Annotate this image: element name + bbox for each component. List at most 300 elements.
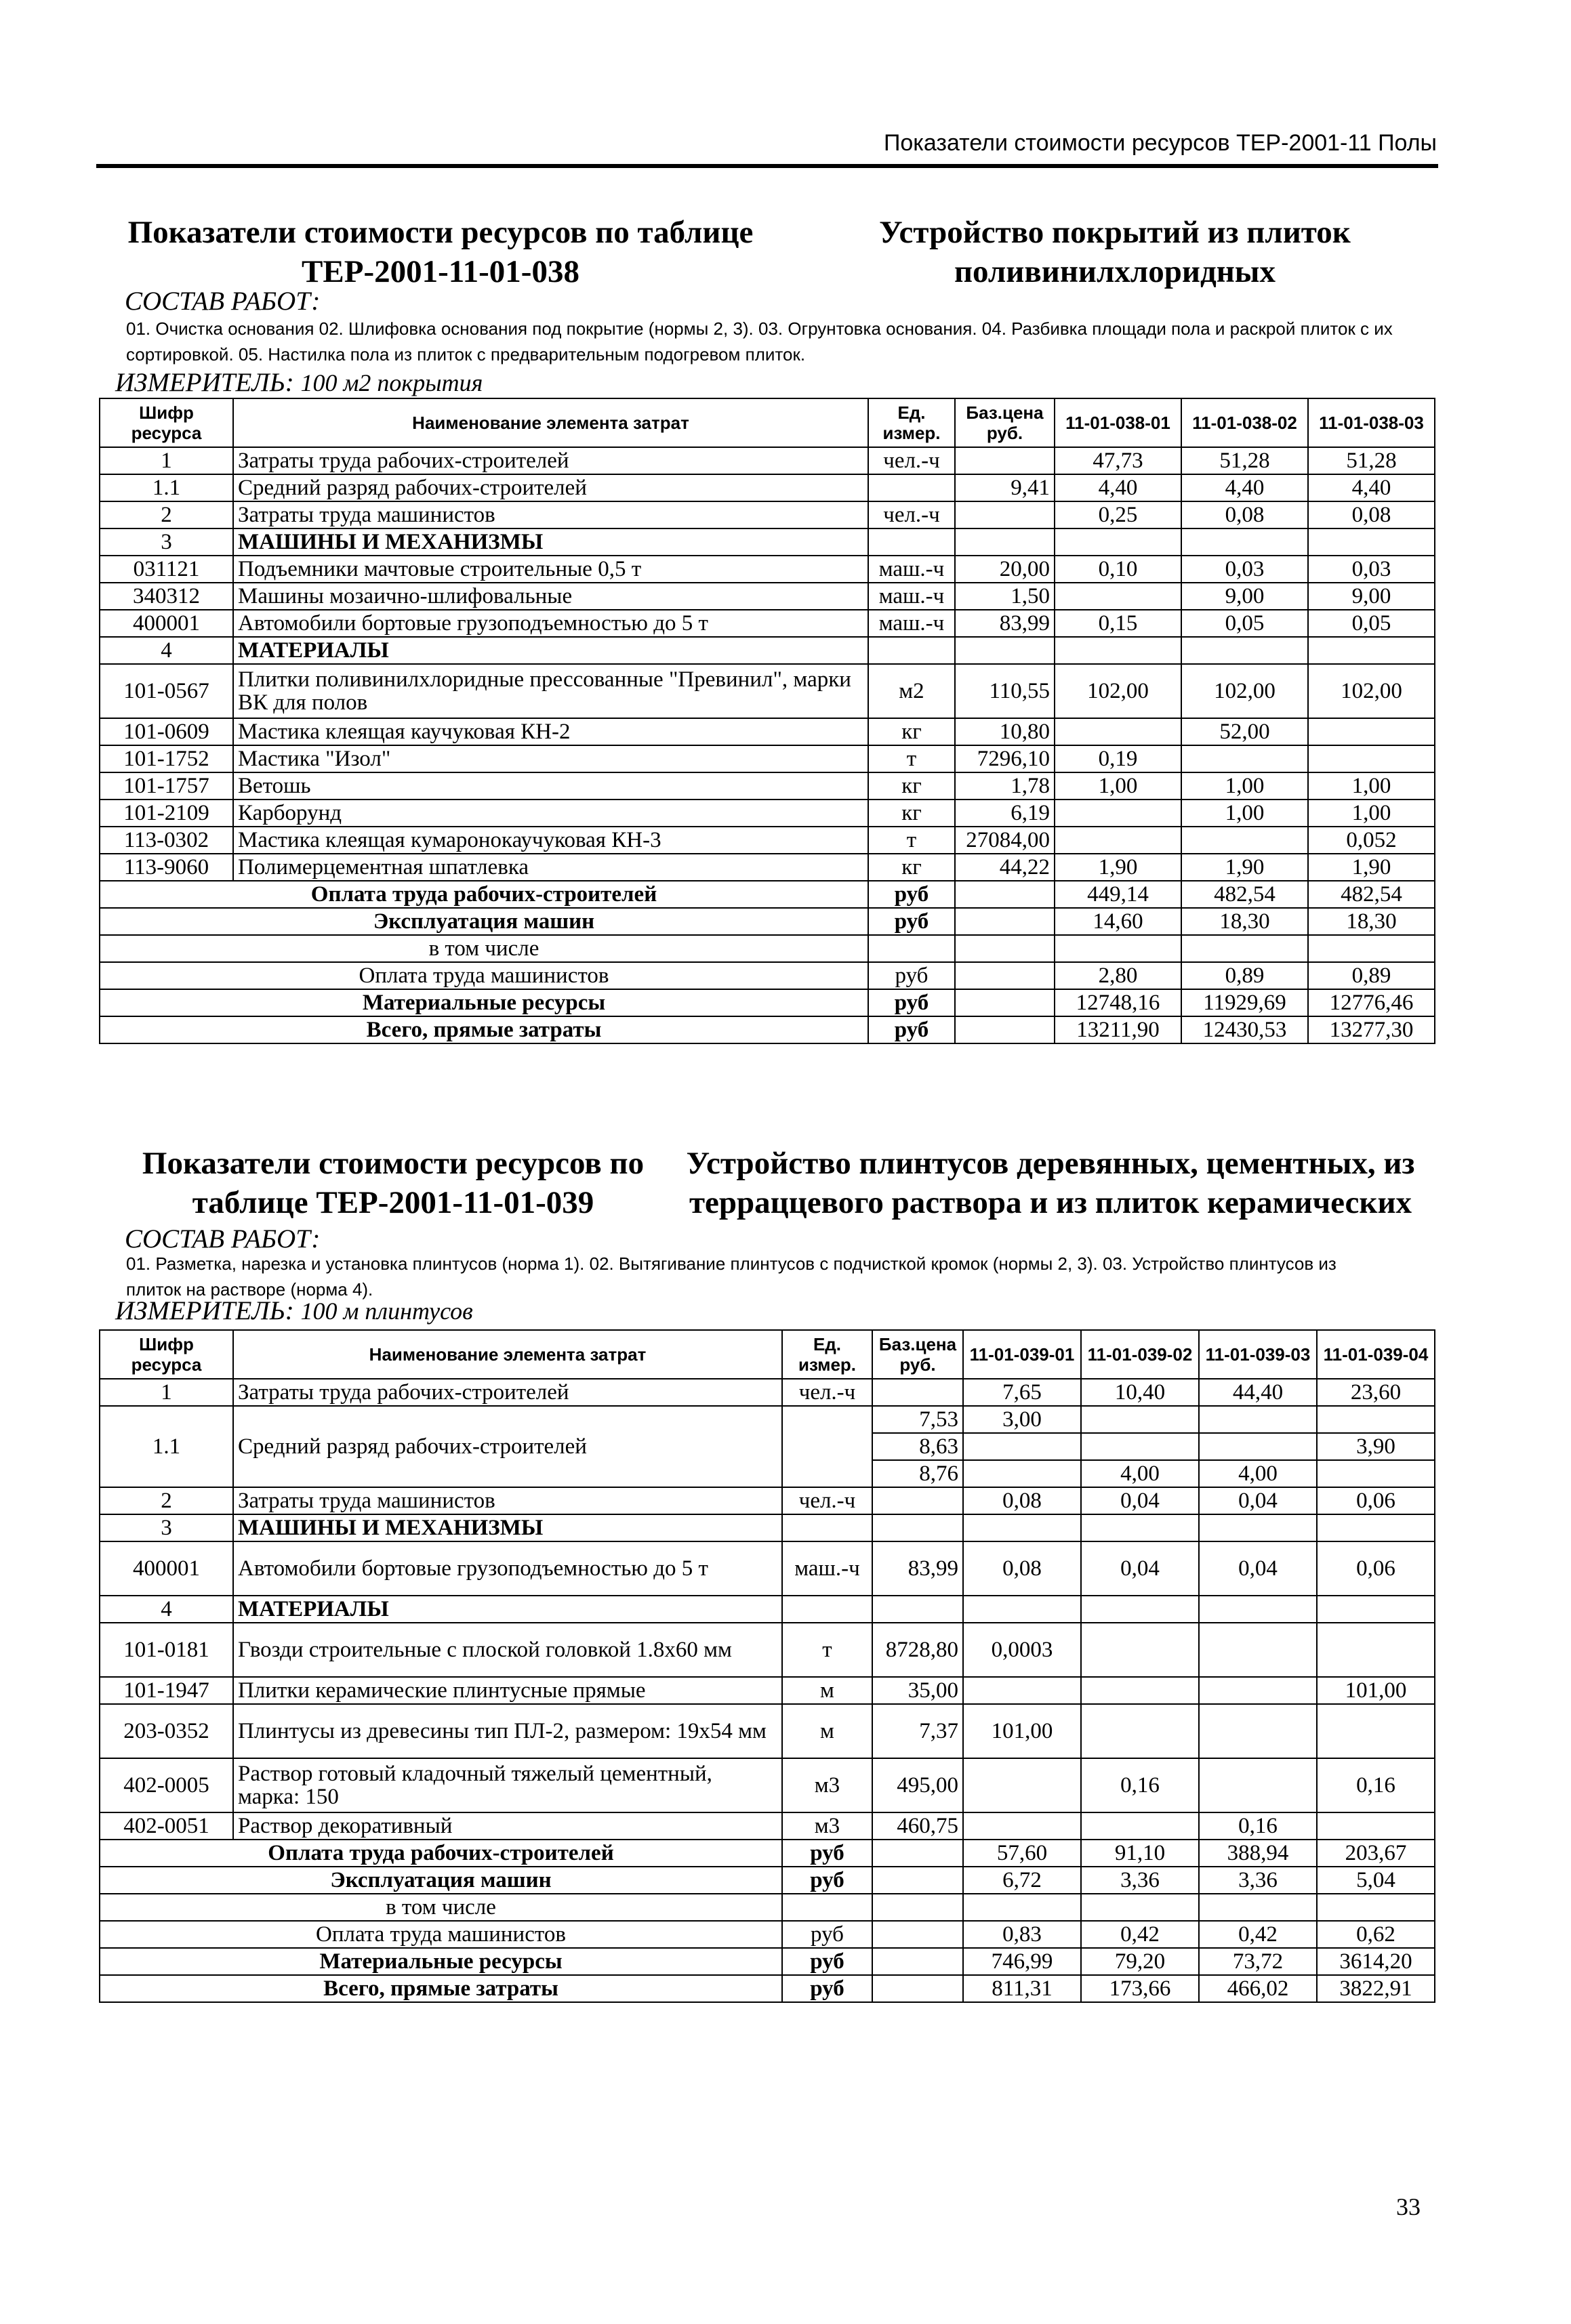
table-cell: Оплата труда рабочих-строителей bbox=[100, 1840, 782, 1867]
table-cell bbox=[872, 1379, 963, 1406]
table-cell: 13211,90 bbox=[1055, 1016, 1181, 1043]
table-cell: 3,36 bbox=[1081, 1867, 1199, 1894]
table-row bbox=[100, 556, 1435, 583]
section1-title-left: Показатели стоимости ресурсов по таблице ТЕР-2001-11-01-038 bbox=[127, 215, 754, 289]
table-cell: 1 bbox=[100, 1379, 233, 1406]
table-row bbox=[100, 664, 1435, 718]
table-cell bbox=[955, 935, 1055, 962]
table-row bbox=[100, 528, 1435, 556]
table-cell: Машины мозаично-шлифовальные bbox=[233, 583, 868, 610]
table-cell: 1,78 bbox=[955, 772, 1055, 800]
table-row bbox=[100, 854, 1435, 881]
table-cell: 102,00 bbox=[1181, 664, 1308, 718]
table-cell: м bbox=[782, 1704, 872, 1758]
table-cell: 13277,30 bbox=[1308, 1016, 1435, 1043]
table-cell bbox=[963, 1514, 1081, 1541]
table-row bbox=[100, 1704, 1435, 1758]
col-price: Баз.цена руб. bbox=[955, 398, 1055, 447]
section2-work-label: СОСТАВ РАБОТ: bbox=[125, 1224, 321, 1253]
table-cell bbox=[782, 1514, 872, 1541]
table-cell: 0,08 bbox=[1308, 501, 1435, 528]
table-cell: руб bbox=[868, 1016, 955, 1043]
table-cell: 3822,91 bbox=[1317, 1975, 1435, 2002]
table-cell: Средний разряд рабочих-строителей bbox=[233, 1406, 782, 1487]
table-cell: 3 bbox=[100, 528, 233, 556]
table-cell: 746,99 bbox=[963, 1948, 1081, 1975]
table-cell: 0,08 bbox=[963, 1487, 1081, 1514]
table-cell: 0,08 bbox=[963, 1541, 1081, 1596]
table-cell bbox=[955, 528, 1055, 556]
table-cell: 5,04 bbox=[1317, 1867, 1435, 1894]
table-row bbox=[100, 610, 1435, 637]
table-cell bbox=[868, 637, 955, 664]
table-cell: Средний разряд рабочих-строителей bbox=[233, 474, 868, 501]
measure-value: 100 м2 покрытия bbox=[300, 369, 483, 396]
table-cell bbox=[1081, 1677, 1199, 1704]
table-cell: 0,16 bbox=[1199, 1812, 1317, 1840]
table-cell: Затраты труда машинистов bbox=[233, 1487, 782, 1514]
table-cell bbox=[1081, 1812, 1199, 1840]
table-cell bbox=[1199, 1758, 1317, 1812]
table-cell bbox=[1308, 935, 1435, 962]
table-cell bbox=[1199, 1894, 1317, 1921]
table-cell bbox=[1055, 583, 1181, 610]
table-cell: руб bbox=[868, 881, 955, 908]
table-cell: чел.-ч bbox=[868, 501, 955, 528]
table-cell: 0,04 bbox=[1081, 1487, 1199, 1514]
table-cell: Раствор готовый кладочный тяжелый цементный, марка: 150 bbox=[233, 1758, 782, 1812]
table-row bbox=[100, 827, 1435, 854]
table-cell: 83,99 bbox=[955, 610, 1055, 637]
table-cell: 110,55 bbox=[955, 664, 1055, 718]
table-cell: 101-1757 bbox=[100, 772, 233, 800]
table-cell: руб bbox=[868, 908, 955, 935]
table-row bbox=[100, 474, 1435, 501]
table-cell: 4,00 bbox=[1199, 1460, 1317, 1487]
table-cell: 0,06 bbox=[1317, 1487, 1435, 1514]
table-cell bbox=[1181, 637, 1308, 664]
table-cell: Мастика клеящая каучуковая КН-2 bbox=[233, 718, 868, 745]
table-cell: маш.-ч bbox=[868, 583, 955, 610]
table-cell bbox=[1055, 637, 1181, 664]
table-cell: 402-0051 bbox=[100, 1812, 233, 1840]
table-cell bbox=[872, 1487, 963, 1514]
table-cell bbox=[1308, 528, 1435, 556]
table-cell: 51,28 bbox=[1308, 447, 1435, 474]
table-cell: маш.-ч bbox=[868, 556, 955, 583]
table-cell bbox=[963, 1894, 1081, 1921]
table-cell: 3 bbox=[100, 1514, 233, 1541]
table-cell: МАШИНЫ И МЕХАНИЗМЫ bbox=[233, 528, 868, 556]
table-cell bbox=[1199, 1406, 1317, 1433]
col-unit: Ед. измер. bbox=[782, 1330, 872, 1379]
table-cell: 1.1 bbox=[100, 1406, 233, 1487]
measure-value: 100 м плинтусов bbox=[300, 1298, 473, 1325]
table-row bbox=[100, 745, 1435, 772]
table-cell: кг bbox=[868, 854, 955, 881]
table-cell: 031121 bbox=[100, 556, 233, 583]
table-cell bbox=[955, 881, 1055, 908]
table-cell: м3 bbox=[782, 1758, 872, 1812]
table-cell: 7,53 bbox=[872, 1406, 963, 1433]
table-row bbox=[100, 1541, 1435, 1596]
table-cell: 101-0181 bbox=[100, 1623, 233, 1677]
table-cell: 0,04 bbox=[1199, 1487, 1317, 1514]
table-cell bbox=[872, 1921, 963, 1948]
table-cell: Эксплуатация машин bbox=[100, 1867, 782, 1894]
table-cell: 102,00 bbox=[1308, 664, 1435, 718]
col-price: Баз.цена руб. bbox=[872, 1330, 963, 1379]
table-row bbox=[100, 1894, 1435, 1921]
table-cell: Материальные ресурсы bbox=[100, 1948, 782, 1975]
col-norm: 11-01-039-03 bbox=[1199, 1330, 1317, 1379]
table-cell: Затраты труда машинистов bbox=[233, 501, 868, 528]
table-cell: 4,40 bbox=[1181, 474, 1308, 501]
table-row bbox=[100, 1812, 1435, 1840]
table-cell bbox=[1317, 1894, 1435, 1921]
table-cell: 1,00 bbox=[1181, 772, 1308, 800]
table-cell bbox=[963, 1460, 1081, 1487]
table-cell: МАТЕРИАЛЫ bbox=[233, 637, 868, 664]
table-cell: 7,37 bbox=[872, 1704, 963, 1758]
table-cell: 400001 bbox=[100, 1541, 233, 1596]
table-cell: 18,30 bbox=[1308, 908, 1435, 935]
col-norm: 11-01-039-04 bbox=[1317, 1330, 1435, 1379]
table-cell bbox=[1081, 1514, 1199, 1541]
table-row bbox=[100, 637, 1435, 664]
table-cell: чел.-ч bbox=[868, 447, 955, 474]
measure-label: ИЗМЕРИТЕЛЬ: bbox=[115, 368, 294, 397]
table-cell: МАШИНЫ И МЕХАНИЗМЫ bbox=[233, 1514, 782, 1541]
table-cell: кг bbox=[868, 718, 955, 745]
table-cell: 1 bbox=[100, 447, 233, 474]
table-cell: 1,90 bbox=[1181, 854, 1308, 881]
table-cell: 101-1947 bbox=[100, 1677, 233, 1704]
table-cell: 101-2109 bbox=[100, 800, 233, 827]
table-cell: 2,80 bbox=[1055, 962, 1181, 989]
table-cell: 14,60 bbox=[1055, 908, 1181, 935]
table-cell: Мастика клеящая кумаронокаучуковая КН-3 bbox=[233, 827, 868, 854]
table-cell: 102,00 bbox=[1055, 664, 1181, 718]
table-cell: руб bbox=[868, 989, 955, 1016]
measure-label: ИЗМЕРИТЕЛЬ: bbox=[115, 1296, 294, 1325]
table-cell: 466,02 bbox=[1199, 1975, 1317, 2002]
table-cell: 101,00 bbox=[1317, 1677, 1435, 1704]
resource-table-039 bbox=[99, 1329, 1435, 2003]
col-norm: 11-01-038-01 bbox=[1055, 398, 1181, 447]
table-row bbox=[100, 1406, 1435, 1433]
col-norm: 11-01-039-02 bbox=[1081, 1330, 1199, 1379]
table-cell: Затраты труда рабочих-строителей bbox=[233, 1379, 782, 1406]
table-cell: Всего, прямые затраты bbox=[100, 1975, 782, 2002]
col-code: Шифр ресурса bbox=[100, 1330, 233, 1379]
table-header-row bbox=[100, 398, 1435, 447]
table-cell bbox=[955, 447, 1055, 474]
table-cell: 3,90 bbox=[1317, 1433, 1435, 1460]
table-row bbox=[100, 447, 1435, 474]
table-cell bbox=[1181, 745, 1308, 772]
table-cell: Плитки керамические плинтусные прямые bbox=[233, 1677, 782, 1704]
table-cell: кг bbox=[868, 800, 955, 827]
table-cell bbox=[1317, 1406, 1435, 1433]
table-cell: Эксплуатация машин bbox=[100, 908, 868, 935]
table-cell bbox=[1317, 1514, 1435, 1541]
table-cell bbox=[872, 1867, 963, 1894]
table-cell: 0,83 bbox=[963, 1921, 1081, 1948]
table-cell bbox=[1317, 1460, 1435, 1487]
table-cell bbox=[1199, 1433, 1317, 1460]
table-cell: 44,22 bbox=[955, 854, 1055, 881]
table-cell: 1,00 bbox=[1308, 772, 1435, 800]
table-cell bbox=[963, 1758, 1081, 1812]
table-cell: Раствор декоративный bbox=[233, 1812, 782, 1840]
table-cell: Автомобили бортовые грузоподъемностью до 5 т bbox=[233, 1541, 782, 1596]
table-row bbox=[100, 800, 1435, 827]
table-cell: 0,03 bbox=[1308, 556, 1435, 583]
section1-work-label: СОСТАВ РАБОТ: bbox=[125, 287, 321, 316]
table-cell bbox=[1199, 1514, 1317, 1541]
table-cell: 6,19 bbox=[955, 800, 1055, 827]
table-row bbox=[100, 1596, 1435, 1623]
table-cell: 203-0352 bbox=[100, 1704, 233, 1758]
table-cell: руб bbox=[782, 1840, 872, 1867]
table-cell: кг bbox=[868, 772, 955, 800]
table-cell: 388,94 bbox=[1199, 1840, 1317, 1867]
table-cell bbox=[1081, 1596, 1199, 1623]
table-cell bbox=[868, 935, 955, 962]
table-cell bbox=[872, 1894, 963, 1921]
table-cell: Ветошь bbox=[233, 772, 868, 800]
table-cell bbox=[963, 1677, 1081, 1704]
table-cell: чел.-ч bbox=[782, 1487, 872, 1514]
table-cell bbox=[1055, 827, 1181, 854]
table-cell: 811,31 bbox=[963, 1975, 1081, 2002]
table-cell: м2 bbox=[868, 664, 955, 718]
table-cell: 0,42 bbox=[1199, 1921, 1317, 1948]
table-cell bbox=[872, 1514, 963, 1541]
table-cell: 449,14 bbox=[1055, 881, 1181, 908]
table-cell bbox=[963, 1433, 1081, 1460]
section2-measure bbox=[115, 1295, 473, 1326]
table-cell: 0,04 bbox=[1199, 1541, 1317, 1596]
table-cell: Подъемники мачтовые строительные 0,5 т bbox=[233, 556, 868, 583]
table-cell bbox=[782, 1596, 872, 1623]
table-cell bbox=[1081, 1406, 1199, 1433]
table-cell: 1,00 bbox=[1308, 800, 1435, 827]
table-cell: маш.-ч bbox=[782, 1541, 872, 1596]
table-cell: 0,052 bbox=[1308, 827, 1435, 854]
table-cell: Карборунд bbox=[233, 800, 868, 827]
table-cell: 460,75 bbox=[872, 1812, 963, 1840]
table-cell: 101-1752 bbox=[100, 745, 233, 772]
table-cell: 0,08 bbox=[1181, 501, 1308, 528]
table-cell bbox=[1199, 1677, 1317, 1704]
table-cell: 495,00 bbox=[872, 1758, 963, 1812]
table-cell: 12748,16 bbox=[1055, 989, 1181, 1016]
table-cell: МАТЕРИАЛЫ bbox=[233, 1596, 782, 1623]
table-row bbox=[100, 501, 1435, 528]
table-cell bbox=[1317, 1812, 1435, 1840]
table-cell bbox=[1317, 1596, 1435, 1623]
table-cell: 173,66 bbox=[1081, 1975, 1199, 2002]
table-cell: 57,60 bbox=[963, 1840, 1081, 1867]
section1-title-right: Устройство покрытий из плиток поливинилхлоридных bbox=[879, 215, 1351, 289]
section2-work-text: 01. Разметка, нарезка и установка плинтусов (норма 1). 02. Вытягивание плинтусов с подчисткой кромок (нормы 2, 3). 03. Устройство плинтусов из плиток на растворе (норма 4). bbox=[126, 1253, 1337, 1300]
table-cell bbox=[1317, 1704, 1435, 1758]
table-cell: 1,90 bbox=[1308, 854, 1435, 881]
table-cell: 2 bbox=[100, 1487, 233, 1514]
table-cell: 2 bbox=[100, 501, 233, 528]
table-cell: 7,65 bbox=[963, 1379, 1081, 1406]
col-norm: 11-01-038-03 bbox=[1308, 398, 1435, 447]
table-cell: в том числе bbox=[100, 1894, 782, 1921]
table-cell bbox=[872, 1948, 963, 1975]
header-rule bbox=[96, 164, 1438, 168]
col-unit: Ед. измер. bbox=[868, 398, 955, 447]
table-cell bbox=[1055, 935, 1181, 962]
table-cell: 4,40 bbox=[1308, 474, 1435, 501]
table-cell: 11929,69 bbox=[1181, 989, 1308, 1016]
table-cell: 402-0005 bbox=[100, 1758, 233, 1812]
table-cell: 73,72 bbox=[1199, 1948, 1317, 1975]
table-cell bbox=[1181, 935, 1308, 962]
table-cell: 44,40 bbox=[1199, 1379, 1317, 1406]
table-cell: 3614,20 bbox=[1317, 1948, 1435, 1975]
table-cell bbox=[1055, 800, 1181, 827]
table-cell: 0,16 bbox=[1317, 1758, 1435, 1812]
table-cell: 0,25 bbox=[1055, 501, 1181, 528]
table-cell bbox=[872, 1975, 963, 2002]
table-cell: маш.-ч bbox=[868, 610, 955, 637]
table-cell bbox=[1081, 1623, 1199, 1677]
table-cell: 20,00 bbox=[955, 556, 1055, 583]
table-cell: 0,05 bbox=[1308, 610, 1435, 637]
table-cell: 4 bbox=[100, 1596, 233, 1623]
table-cell: 9,00 bbox=[1181, 583, 1308, 610]
table-cell: 10,40 bbox=[1081, 1379, 1199, 1406]
table-cell: 0,10 bbox=[1055, 556, 1181, 583]
table-row bbox=[100, 1867, 1435, 1894]
table-cell: 3,00 bbox=[963, 1406, 1081, 1433]
section1-work-text: 01. Очистка основания 02. Шлифовка основания под покрытие (нормы 2, 3). 03. Огрунтовка основания. 04. Разбивка площади пола и раскрой плиток с их сортировкой. 05. Настилка пола из плиток с предварительным подогревом плиток. bbox=[126, 318, 1393, 365]
table-cell: Оплата труда машинистов bbox=[100, 1921, 782, 1948]
table-cell: 51,28 bbox=[1181, 447, 1308, 474]
section1-measure bbox=[115, 367, 483, 398]
table-cell bbox=[955, 1016, 1055, 1043]
table-cell: 7296,10 bbox=[955, 745, 1055, 772]
table-cell: т bbox=[868, 745, 955, 772]
table-cell: т bbox=[782, 1623, 872, 1677]
col-norm: 11-01-039-01 bbox=[963, 1330, 1081, 1379]
table-header-row bbox=[100, 1330, 1435, 1379]
table-cell: чел.-ч bbox=[782, 1379, 872, 1406]
page-number: 33 bbox=[1396, 2193, 1421, 2220]
table-cell: 0,89 bbox=[1308, 962, 1435, 989]
table-cell: м bbox=[782, 1677, 872, 1704]
table-cell bbox=[1055, 528, 1181, 556]
section2-title-left: Показатели стоимости ресурсов по таблице ТЕР-2001-11-01-039 bbox=[142, 1146, 645, 1220]
table-row bbox=[100, 583, 1435, 610]
table-cell: 12776,46 bbox=[1308, 989, 1435, 1016]
table-cell bbox=[963, 1596, 1081, 1623]
table-row bbox=[100, 1758, 1435, 1812]
table-row bbox=[100, 1840, 1435, 1867]
section2-title-right: Устройство плинтусов деревянных, цементных, из терраццевого раствора и из плиток керамических bbox=[686, 1146, 1415, 1220]
table-row bbox=[100, 1514, 1435, 1541]
table-cell: 18,30 bbox=[1181, 908, 1308, 935]
table-cell: 8,76 bbox=[872, 1460, 963, 1487]
table-cell: Затраты труда рабочих-строителей bbox=[233, 447, 868, 474]
table-cell bbox=[1199, 1596, 1317, 1623]
table-cell: Плитки поливинилхлоридные прессованные "Превинил", марки ВК для полов bbox=[233, 664, 868, 718]
table-cell: Всего, прямые затраты bbox=[100, 1016, 868, 1043]
resource-table-038 bbox=[99, 398, 1435, 1044]
table-cell: м3 bbox=[782, 1812, 872, 1840]
table-cell: руб bbox=[868, 962, 955, 989]
table-cell: 0,04 bbox=[1081, 1541, 1199, 1596]
col-name: Наименование элемента затрат bbox=[233, 398, 868, 447]
table-cell: 3,36 bbox=[1199, 1867, 1317, 1894]
table-cell: 9,41 bbox=[955, 474, 1055, 501]
table-row bbox=[100, 1921, 1435, 1948]
table-cell bbox=[955, 908, 1055, 935]
table-cell: Оплата труда рабочих-строителей bbox=[100, 881, 868, 908]
table-cell: 482,54 bbox=[1181, 881, 1308, 908]
table-cell bbox=[782, 1894, 872, 1921]
running-header: Показатели стоимости ресурсов ТЕР-2001-11 Полы bbox=[883, 130, 1437, 156]
table-cell: 0,05 bbox=[1181, 610, 1308, 637]
table-cell bbox=[868, 474, 955, 501]
table-cell bbox=[955, 962, 1055, 989]
table-row bbox=[100, 1016, 1435, 1043]
table-cell: 400001 bbox=[100, 610, 233, 637]
table-cell: 83,99 bbox=[872, 1541, 963, 1596]
table-cell: 4,40 bbox=[1055, 474, 1181, 501]
table-cell: 23,60 bbox=[1317, 1379, 1435, 1406]
table-cell: 113-0302 bbox=[100, 827, 233, 854]
table-row bbox=[100, 881, 1435, 908]
table-row bbox=[100, 1948, 1435, 1975]
table-cell: Оплата труда машинистов bbox=[100, 962, 868, 989]
table-cell bbox=[963, 1812, 1081, 1840]
table-cell bbox=[1308, 637, 1435, 664]
table-cell: 10,80 bbox=[955, 718, 1055, 745]
table-cell: 35,00 bbox=[872, 1677, 963, 1704]
table-cell bbox=[1081, 1894, 1199, 1921]
table-cell: 101-0609 bbox=[100, 718, 233, 745]
col-code: Шифр ресурса bbox=[100, 398, 233, 447]
table-cell: 1,50 bbox=[955, 583, 1055, 610]
table-row bbox=[100, 1487, 1435, 1514]
table-cell bbox=[1308, 718, 1435, 745]
table-cell: руб bbox=[782, 1975, 872, 2002]
table-cell: 6,72 bbox=[963, 1867, 1081, 1894]
table-cell bbox=[1081, 1704, 1199, 1758]
table-cell: 340312 bbox=[100, 583, 233, 610]
table-cell: 1,90 bbox=[1055, 854, 1181, 881]
table-cell: 12430,53 bbox=[1181, 1016, 1308, 1043]
table-cell bbox=[872, 1840, 963, 1867]
table-cell: т bbox=[868, 827, 955, 854]
table-row bbox=[100, 772, 1435, 800]
table-cell: 52,00 bbox=[1181, 718, 1308, 745]
table-cell: 4,00 bbox=[1081, 1460, 1199, 1487]
table-cell: 47,73 bbox=[1055, 447, 1181, 474]
table-cell bbox=[955, 637, 1055, 664]
table-cell bbox=[868, 528, 955, 556]
table-cell: 27084,00 bbox=[955, 827, 1055, 854]
table-row bbox=[100, 989, 1435, 1016]
